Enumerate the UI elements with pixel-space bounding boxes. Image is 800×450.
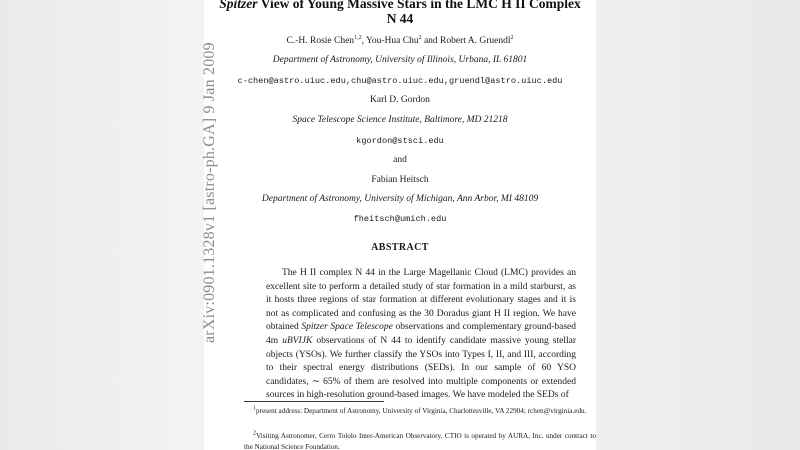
author-affiliation-mark: 1,2 <box>354 34 362 41</box>
affiliation-michigan: Department of Astronomy, University of Michigan, Ann Arbor, MI 48109 <box>261 194 539 204</box>
abstract-text: The H II complex N 44 in the Large Magellanic Cloud (LMC) provides an excellent site to perform a detailed study of star formation in a mild starburst, as it hosts three regions of star formation at different evolutionary stages and it is not as complicated and confusing as the 30 Doradus giant H II region. We have obtained <box>266 268 576 333</box>
author-gordon: Karl D. Gordon <box>370 95 430 105</box>
author-heitsch: Fabian Heitsch <box>371 175 429 185</box>
abstract-paragraph <box>266 267 576 403</box>
email-gordon: kgordon@stsci.edu <box>356 136 444 146</box>
and-connector: and <box>393 155 407 165</box>
footnote-text: Visiting Astronomer, Cerro Tololo Inter-American Observatory. CTIO is operated by AURA, Inc. under contract to the National Science Foundation. <box>244 432 596 450</box>
arxiv-identifier-stamp: arXiv:0901.1328v1 [astro-ph.GA] 9 Jan 2009 <box>201 42 218 343</box>
affiliation-stsci: Space Telescope Science Institute, Baltimore, MD 21218 <box>292 115 508 125</box>
author-affiliation-mark: 2 <box>510 34 514 41</box>
author-name: , You-Hua Chu <box>361 36 419 46</box>
abstract-text: observations and complementary ground-based 4m <box>266 322 577 346</box>
paper-title-line2: N 44 <box>386 11 414 26</box>
author-name: C.-H. Rosie Chen <box>286 36 355 46</box>
footnote-mark: 2 <box>253 430 256 437</box>
title-italic-prefix: Spitzer <box>219 0 258 11</box>
abstract-italic-bands: uBVIJK <box>282 335 313 346</box>
abstract-heading: ABSTRACT <box>371 242 429 253</box>
author-name: and Robert A. Gruendl <box>421 36 511 46</box>
footnote-visiting-astronomer <box>244 431 596 450</box>
email-heitsch: fheitsch@umich.edu <box>353 214 447 224</box>
affiliation-illinois: Department of Astronomy, University of Illinois, Urbana, IL 61801 <box>272 55 528 65</box>
author-list <box>0 36 800 46</box>
footnote-present-address <box>244 406 596 417</box>
footnote-divider <box>244 401 384 402</box>
abstract-italic-telescope: Spitzer Space Telescope <box>301 322 393 333</box>
footnote-text: present address: Department of Astronomy, University of Virginia, Charlottesville, VA 22904; rchen@virginia.edu. <box>256 407 587 415</box>
email-list: c-chen@astro.uiuc.edu,chu@astro.uiuc.edu,gruendl@astro.uiuc.edu <box>237 76 563 86</box>
title-rest: View of Young Massive Stars in the LMC H II Complex <box>257 0 581 11</box>
footnote-mark: 1 <box>253 405 256 412</box>
author-affiliation-mark: 2 <box>418 34 422 41</box>
abstract-text: observations of N 44 to identify candidate massive young stellar objects (YSOs). We further classify the YSOs into Types I, II, and III, according to their spectral energy distributions (SEDs). In our sample of 60 YSO candidates, ∼ 65% of them are resolved into multiple components or extended sources in high-resolution ground-based images. We have modeled the SEDs of <box>266 335 577 401</box>
